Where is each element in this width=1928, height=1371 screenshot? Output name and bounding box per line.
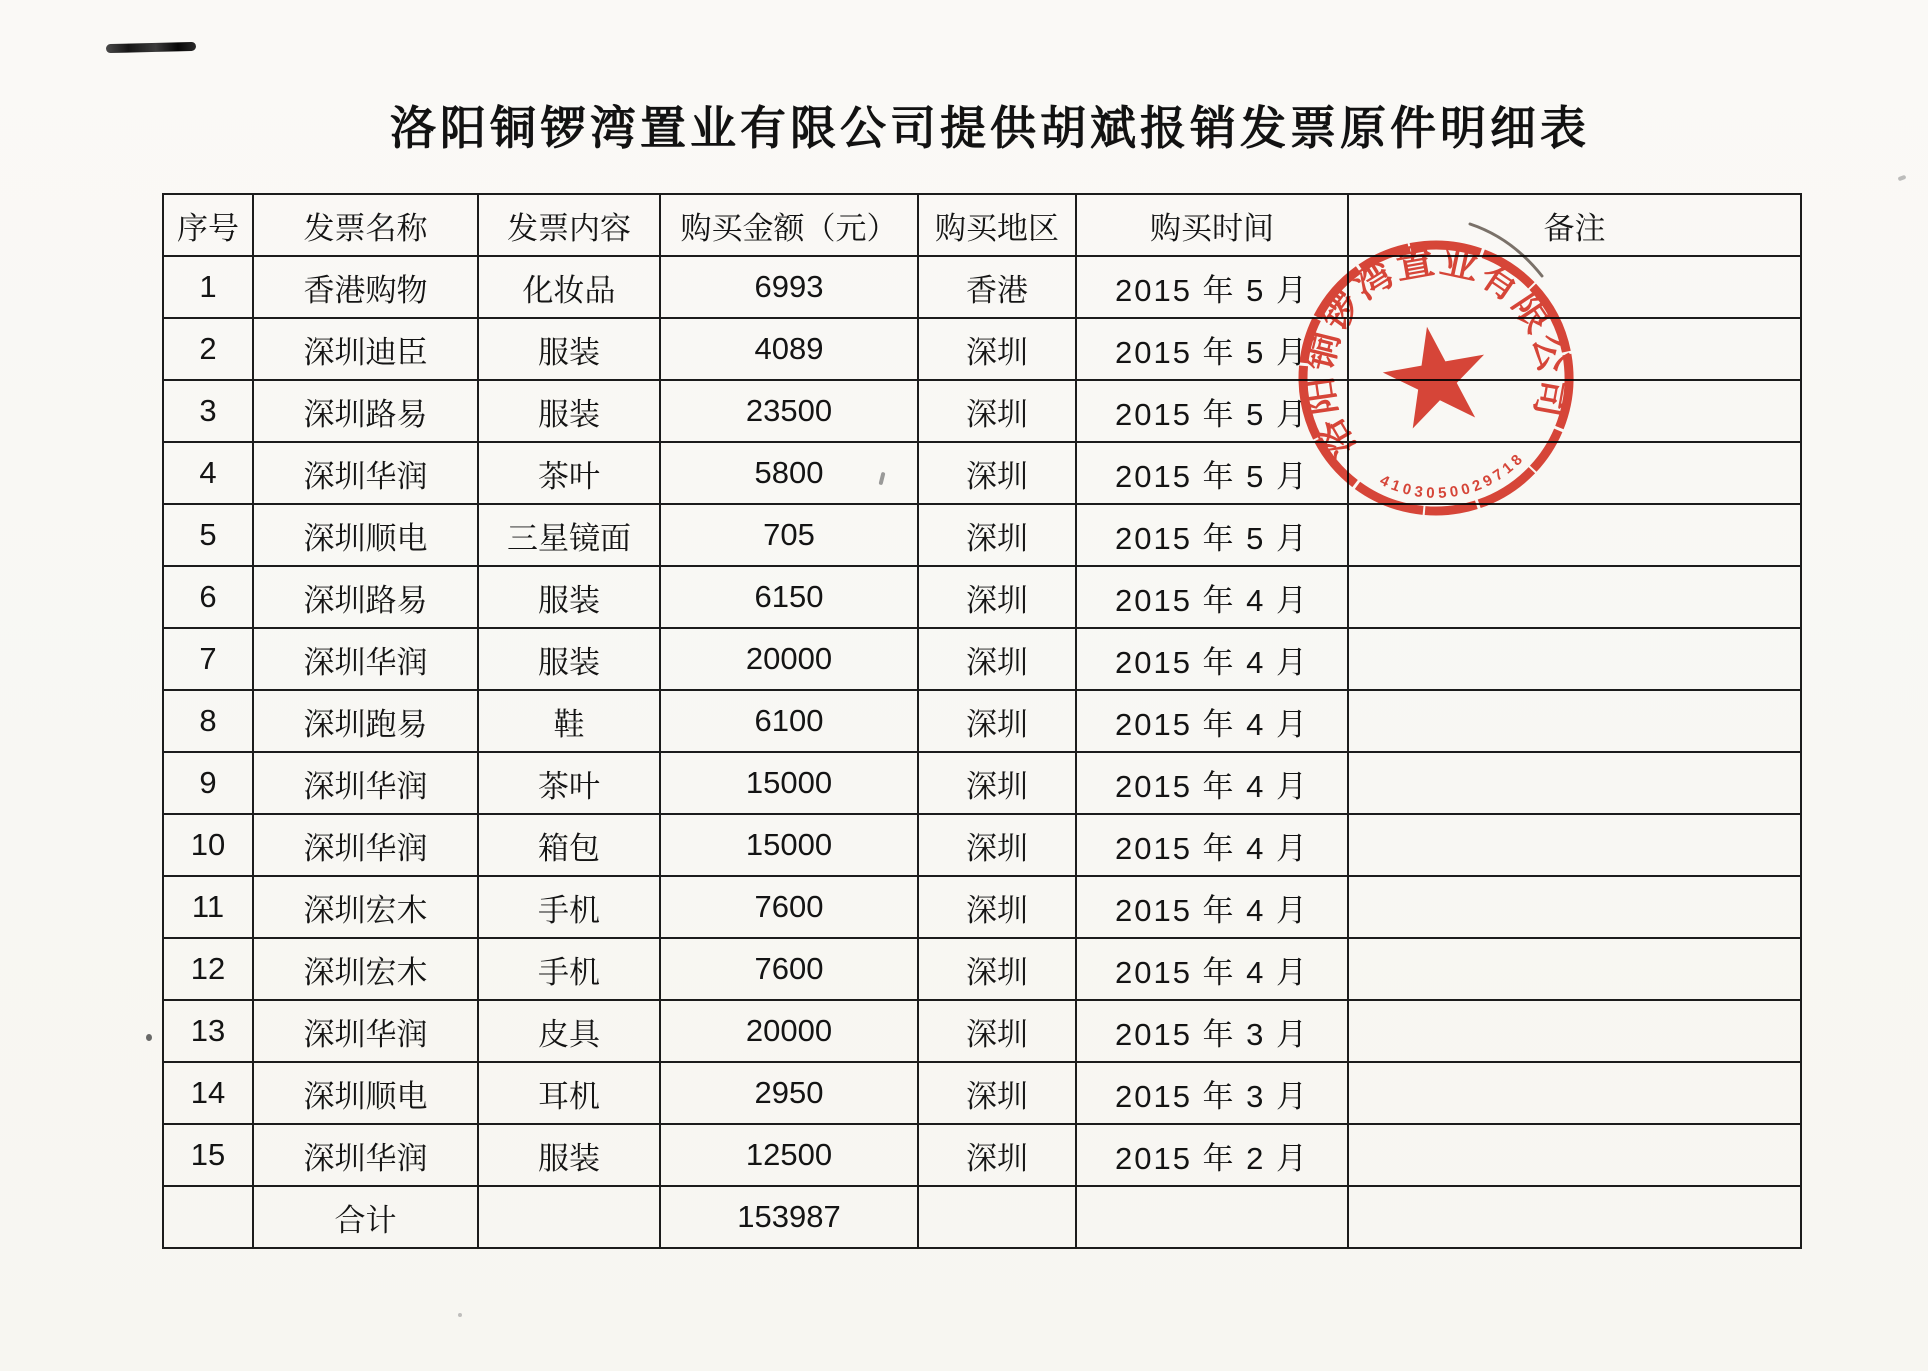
table-cell: 香港购物 [253, 256, 478, 318]
table-row [163, 1000, 1801, 1062]
table-cell: 5800 [660, 442, 918, 504]
table-cell: 2015 年 4 月 [1076, 938, 1348, 1000]
table-cell [1348, 566, 1801, 628]
table-cell: 香港 [918, 256, 1076, 318]
table-cell [1348, 1000, 1801, 1062]
table-cell: 7600 [660, 938, 918, 1000]
table-row [163, 876, 1801, 938]
table-cell: 深圳 [918, 876, 1076, 938]
header-cell-region: 购买地区 [918, 194, 1076, 256]
table-cell: 深圳华润 [253, 814, 478, 876]
table-cell: 20000 [660, 1000, 918, 1062]
table-cell [1348, 752, 1801, 814]
header-cell-content: 发票内容 [478, 194, 660, 256]
table-cell: 13 [163, 1000, 253, 1062]
table-cell: 5 [163, 504, 253, 566]
table-cell: 2015 年 5 月 [1076, 380, 1348, 442]
table-cell: 深圳顺电 [253, 1062, 478, 1124]
table-cell: 9 [163, 752, 253, 814]
table-cell [1348, 938, 1801, 1000]
table-row [163, 814, 1801, 876]
table-cell: 茶叶 [478, 752, 660, 814]
header-cell-index: 序号 [163, 194, 253, 256]
table-cell: 深圳 [918, 442, 1076, 504]
table-cell: 2015 年 5 月 [1076, 504, 1348, 566]
table-cell: 8 [163, 690, 253, 752]
table-row [163, 938, 1801, 1000]
total-cell-empty [918, 1186, 1076, 1248]
table-cell: 3 [163, 380, 253, 442]
table-cell: 箱包 [478, 814, 660, 876]
table-cell: 深圳 [918, 1062, 1076, 1124]
table-cell: 4 [163, 442, 253, 504]
table-cell: 7600 [660, 876, 918, 938]
table-cell: 手机 [478, 938, 660, 1000]
table-cell: 11 [163, 876, 253, 938]
table-cell [1348, 1124, 1801, 1186]
table-row [163, 690, 1801, 752]
total-cell-empty [1348, 1186, 1801, 1248]
table-cell: 2 [163, 318, 253, 380]
table-cell [1348, 690, 1801, 752]
table-cell: 深圳华润 [253, 442, 478, 504]
table-cell: 7 [163, 628, 253, 690]
table-cell: 2015 年 2 月 [1076, 1124, 1348, 1186]
table-cell: 2015 年 4 月 [1076, 628, 1348, 690]
table-cell: 12 [163, 938, 253, 1000]
header-cell-amount: 购买金额（元） [660, 194, 918, 256]
table-cell: 深圳宏木 [253, 876, 478, 938]
table-cell: 深圳跑易 [253, 690, 478, 752]
table-cell: 深圳 [918, 380, 1076, 442]
total-row [163, 1186, 1801, 1248]
total-cell-empty [1076, 1186, 1348, 1248]
table-cell: 6993 [660, 256, 918, 318]
table-cell: 服装 [478, 318, 660, 380]
table-cell: 深圳顺电 [253, 504, 478, 566]
table-cell: 深圳 [918, 504, 1076, 566]
table-cell: 深圳华润 [253, 1000, 478, 1062]
table-cell: 化妆品 [478, 256, 660, 318]
seal-star [1376, 318, 1494, 432]
table-cell: 6100 [660, 690, 918, 752]
table-cell: 6150 [660, 566, 918, 628]
table-row [163, 566, 1801, 628]
table-cell [1348, 1062, 1801, 1124]
header-cell-remark: 备注 [1348, 194, 1801, 256]
table-cell: 2015 年 4 月 [1076, 814, 1348, 876]
table-cell: 深圳 [918, 752, 1076, 814]
header-cell-name: 发票名称 [253, 194, 478, 256]
table-cell: 深圳路易 [253, 566, 478, 628]
table-cell: 12500 [660, 1124, 918, 1186]
total-label: 合计 [253, 1186, 478, 1248]
table-cell: 深圳迪臣 [253, 318, 478, 380]
table-cell: 2015 年 3 月 [1076, 1000, 1348, 1062]
table-cell: 深圳 [918, 318, 1076, 380]
table-cell [1348, 814, 1801, 876]
table-cell: 深圳 [918, 1124, 1076, 1186]
header-cell-time: 购买时间 [1076, 194, 1348, 256]
table-row [163, 752, 1801, 814]
seal-company-text: 洛阳铜锣湾置业有限公司 [1297, 239, 1575, 465]
table-cell: 服装 [478, 1124, 660, 1186]
table-cell: 6 [163, 566, 253, 628]
table-cell: 耳机 [478, 1062, 660, 1124]
table-cell: 23500 [660, 380, 918, 442]
table-cell: 2015 年 5 月 [1076, 256, 1348, 318]
company-seal-stamp [1266, 208, 1606, 548]
table-cell: 服装 [478, 566, 660, 628]
table-row [163, 1062, 1801, 1124]
table-cell: 鞋 [478, 690, 660, 752]
total-amount: 153987 [660, 1186, 918, 1248]
table-cell: 服装 [478, 628, 660, 690]
seal-graphic [1277, 219, 1595, 533]
table-row [163, 628, 1801, 690]
table-cell: 深圳 [918, 628, 1076, 690]
table-cell: 手机 [478, 876, 660, 938]
table-cell: 深圳 [918, 1000, 1076, 1062]
table-cell: 深圳 [918, 814, 1076, 876]
table-cell: 深圳华润 [253, 752, 478, 814]
scan-artifact-speck [458, 1313, 462, 1317]
table-cell: 2015 年 4 月 [1076, 566, 1348, 628]
table-cell: 深圳路易 [253, 380, 478, 442]
table-cell: 服装 [478, 380, 660, 442]
table-cell: 14 [163, 1062, 253, 1124]
table-cell: 深圳 [918, 938, 1076, 1000]
table-row [163, 1124, 1801, 1186]
table-cell: 705 [660, 504, 918, 566]
table-cell: 2015 年 5 月 [1076, 442, 1348, 504]
page-title: 洛阳铜锣湾置业有限公司提供胡斌报销发票原件明细表 [390, 102, 1590, 154]
table-cell: 4089 [660, 318, 918, 380]
table-cell: 深圳华润 [253, 628, 478, 690]
scan-artifact-dash [106, 42, 196, 53]
table-cell: 2015 年 5 月 [1076, 318, 1348, 380]
table-cell: 15 [163, 1124, 253, 1186]
table-cell: 2015 年 4 月 [1076, 690, 1348, 752]
table-cell: 茶叶 [478, 442, 660, 504]
total-cell-empty [163, 1186, 253, 1248]
table-cell [1348, 876, 1801, 938]
table-cell: 20000 [660, 628, 918, 690]
table-cell: 2015 年 4 月 [1076, 752, 1348, 814]
table-cell: 15000 [660, 752, 918, 814]
table-cell: 2015 年 3 月 [1076, 1062, 1348, 1124]
table-cell: 深圳华润 [253, 1124, 478, 1186]
table-cell: 2015 年 4 月 [1076, 876, 1348, 938]
table-cell: 深圳 [918, 566, 1076, 628]
scan-artifact-speck [1898, 175, 1907, 181]
table-cell: 三星镜面 [478, 504, 660, 566]
table-cell: 深圳宏木 [253, 938, 478, 1000]
seal-number-text: 4103050029718 [1377, 448, 1529, 502]
scan-artifact-dot [146, 1034, 152, 1041]
table-cell: 1 [163, 256, 253, 318]
total-cell-empty [478, 1186, 660, 1248]
table-cell: 皮具 [478, 1000, 660, 1062]
table-cell: 2950 [660, 1062, 918, 1124]
table-cell: 10 [163, 814, 253, 876]
table-cell: 15000 [660, 814, 918, 876]
table-cell [1348, 628, 1801, 690]
table-cell: 深圳 [918, 690, 1076, 752]
